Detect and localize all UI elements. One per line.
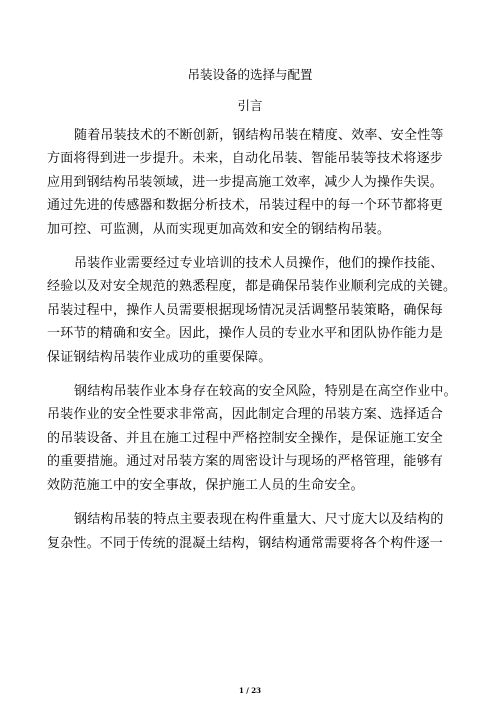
text-line: 方面将得到进一步提升。未来，自动化吊装、智能吊装等技术将逐步 [47,151,444,167]
text-line: 吊装作业需要经过专业培训的技术人员操作，他们的操作技能、 [74,256,444,272]
paragraph-2 [47,252,467,369]
text-line: 保证钢结构吊装作业成功的重要保障。 [47,349,272,365]
text-line: 吊装作业的安全性要求非常高，因此制定合理的吊装方案、选择适合 [47,407,444,423]
text-line: 吊装过程中，操作人员需要根据现场情况灵活调整吊装策略，确保每 [47,302,444,318]
text-line: 钢结构吊装的特点主要表现在构件重量大、尺寸庞大以及结构的 [74,512,444,528]
text-line: 的吊装设备、并且在施工过程中严格控制安全操作，是保证施工安全 [47,430,444,446]
paragraph-4 [47,508,467,555]
paragraph-3 [47,380,467,497]
text-line: 的重要措施。通过对吊装方案的周密设计与现场的严格管理，能够有 [47,454,444,470]
text-line: 随着吊装技术的不断创新，钢结构吊装在精度、效率、安全性等 [74,128,444,143]
text-line: 加可控、可监测，从而实现更加高效和安全的钢结构吊装。 [47,221,391,237]
text-line: 经验以及对安全规范的熟悉程度，都是确保吊装作业顺利完成的关键。 [47,279,457,295]
paragraph-1 [47,124,467,241]
text-line: 钢结构吊装作业本身存在较高的安全风险，特别是在高空作业中。 [74,384,457,400]
document-body [47,124,467,566]
text-line: 应用到钢结构吊装领域，进一步提高施工效率，减少人为操作失误。 [47,174,444,190]
text-line: 效防范施工中的安全事故，保护施工人员的生命安全。 [47,477,364,493]
page-number: 1 / 23 [238,686,262,695]
text-line: 复杂性。不同于传统的混凝土结构，钢结构通常需要将各个构件逐一 [47,535,444,551]
text-line: 一环节的精确和安全。因此，操作人员的专业水平和团队协作能力是 [47,326,444,342]
section-heading: 引言 [237,98,263,113]
text-line: 通过先进的传感器和数据分析技术，吊装过程中的每一个环节都将更 [47,198,444,214]
document-title: 吊装设备的选择与配置 [187,67,313,82]
